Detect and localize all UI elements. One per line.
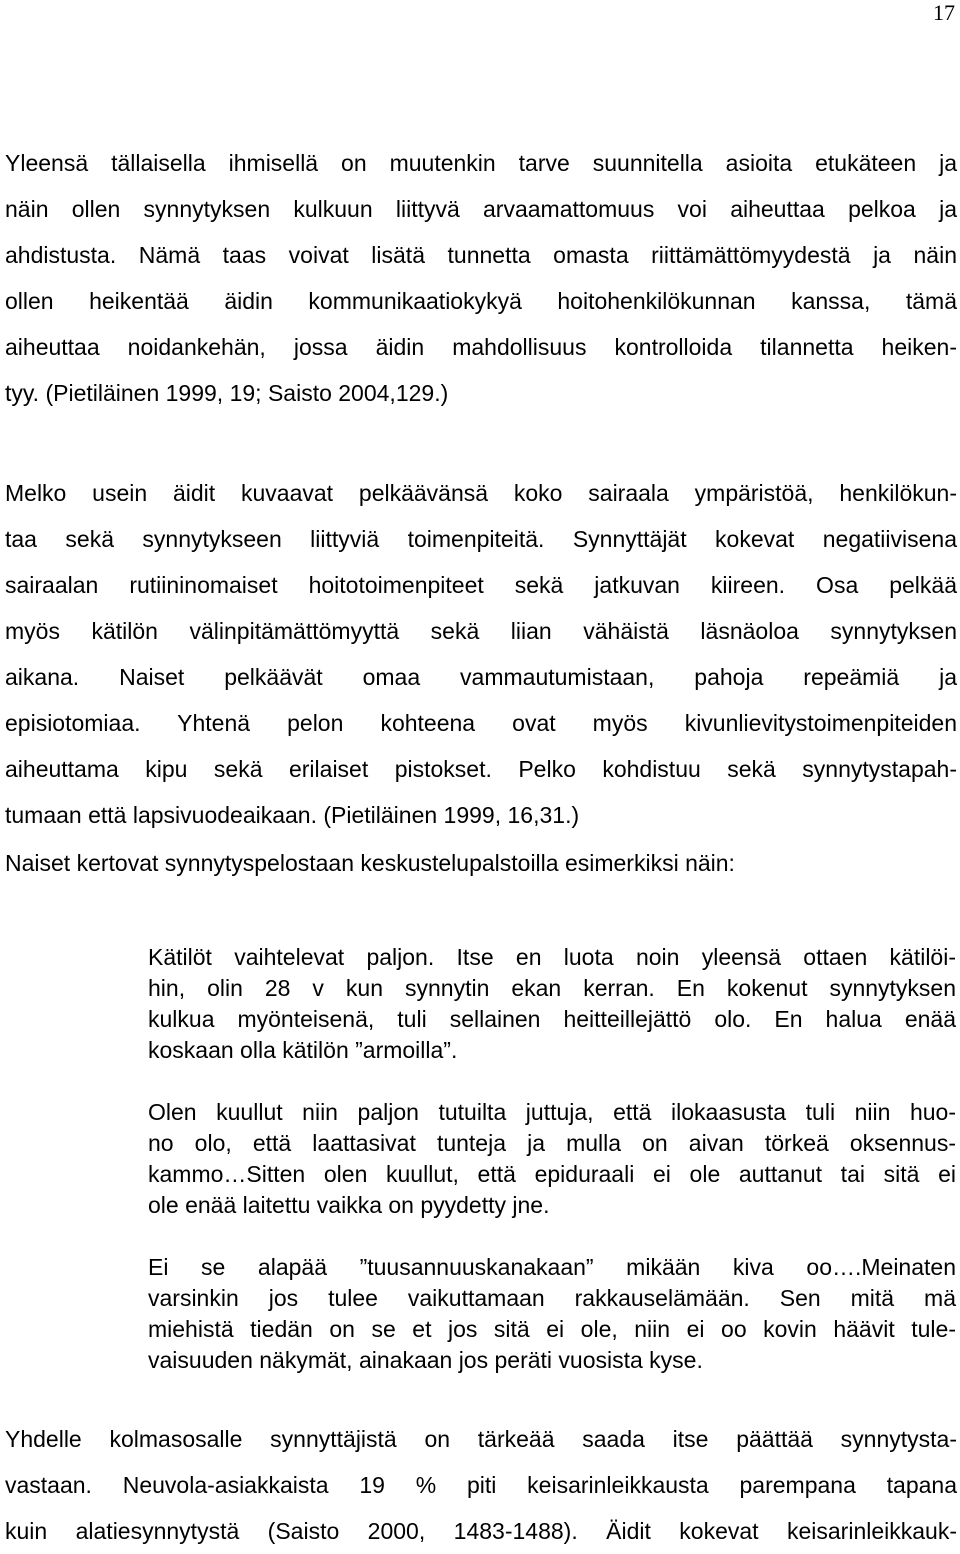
text-line: tyy. (Pietiläinen 1999, 19; Saisto 2004,129.) <box>5 380 449 406</box>
text-line: taa sekä synnytykseen liittyviä toimenpiteitä. Synnyttäjät kokevat negatiivisena <box>5 526 957 552</box>
text-line: myös kätilön välinpitämättömyyttä sekä liian vähäistä läsnäoloa synnytyksen <box>5 618 957 644</box>
text-line: Kätilöt vaihtelevat paljon. Itse en luota noin yleensä ottaen kätilöi- <box>148 944 956 970</box>
text-line: kammo…Sitten olen kuullut, että epiduraali ei ole auttanut tai sitä ei <box>148 1161 956 1187</box>
text-line: tumaan että lapsivuodeaikaan. (Pietiläinen 1999, 16,31.) <box>5 802 580 828</box>
text-line: miehistä tiedän on se et jos sitä ei ole, niin ei oo kovin häävit tule- <box>148 1316 956 1342</box>
text-line: koskaan olla kätilön ”armoilla”. <box>148 1037 458 1063</box>
text-line: ollen heikentää äidin kommunikaatiokykyä hoitohenkilökunnan kanssa, tämä <box>5 288 957 314</box>
text-line: kulkua myönteisenä, tuli sellainen heitteillejättö olo. En halua enää <box>148 1006 956 1032</box>
quote-block <box>148 942 956 1407</box>
text-line: Naiset kertovat synnytyspelostaan keskustelupalstoilla esimerkiksi näin: <box>5 850 735 876</box>
text-line: aiheuttaa noidankehän, jossa äidin mahdollisuus kontrolloida tilannetta heiken- <box>5 334 957 360</box>
text-line: Ei se alapää ”tuusannuuskanakaan” mikään kiva oo….Meinaten <box>148 1254 956 1280</box>
quote-intro <box>5 840 957 886</box>
text-line: näin ollen synnytyksen kulkuun liittyvä arvaamattomuus voi aiheuttaa pelkoa ja <box>5 196 957 222</box>
text-line: vastaan. Neuvola-asiakkaista 19 % piti keisarinleikkausta parempana tapana <box>5 1472 957 1498</box>
text-line: ahdistusta. Nämä taas voivat lisätä tunnetta omasta riittämättömyydestä ja näin <box>5 242 957 268</box>
paragraph-3 <box>5 1416 957 1554</box>
text-line: Melko usein äidit kuvaavat pelkäävänsä koko sairaala ympäristöä, henkilökun- <box>5 480 957 506</box>
page-number: 17 <box>933 0 955 25</box>
text-line: kuin alatiesynnytystä (Saisto 2000, 1483-1488). Äidit kokevat keisarinleikkauk- <box>5 1518 957 1544</box>
text-line: no olo, että laattasivat tunteja ja mulla on aivan törkeä oksennus- <box>148 1130 956 1156</box>
text-line: sairaalan rutiininomaiset hoitotoimenpiteet sekä jatkuvan kiireen. Osa pelkää <box>5 572 957 598</box>
quote-1 <box>148 942 956 1066</box>
text-line: aikana. Naiset pelkäävät omaa vammautumistaan, pahoja repeämiä ja <box>5 664 957 690</box>
quote-3 <box>148 1252 956 1376</box>
text-line: hin, olin 28 v kun synnytin ekan kerran. En kokenut synnytyksen <box>148 975 956 1001</box>
text-line: Yhdelle kolmasosalle synnyttäjistä on tärkeää saada itse päättää synnytysta- <box>5 1426 957 1452</box>
text-line: Olen kuullut niin paljon tutuilta juttuja, että ilokaasusta tuli niin huo- <box>148 1099 956 1125</box>
text-line: aiheuttama kipu sekä erilaiset pistokset. Pelko kohdistuu sekä synnytystapah- <box>5 756 957 782</box>
text-line: episiotomiaa. Yhtenä pelon kohteena ovat myös kivunlievitystoimenpiteiden <box>5 710 957 736</box>
quote-2 <box>148 1097 956 1221</box>
paragraph-1 <box>5 140 957 416</box>
paragraph-2 <box>5 470 957 838</box>
text-line: vaisuuden näkymät, ainakaan jos peräti vuosista kyse. <box>148 1347 703 1373</box>
text-line: Yleensä tällaisella ihmisellä on muutenkin tarve suunnitella asioita etukäteen ja <box>5 150 957 176</box>
text-line: ole enää laitettu vaikka on pyydetty jne. <box>148 1192 550 1218</box>
text-line: varsinkin jos tulee vaikuttamaan rakkauselämään. Sen mitä mä <box>148 1285 956 1311</box>
